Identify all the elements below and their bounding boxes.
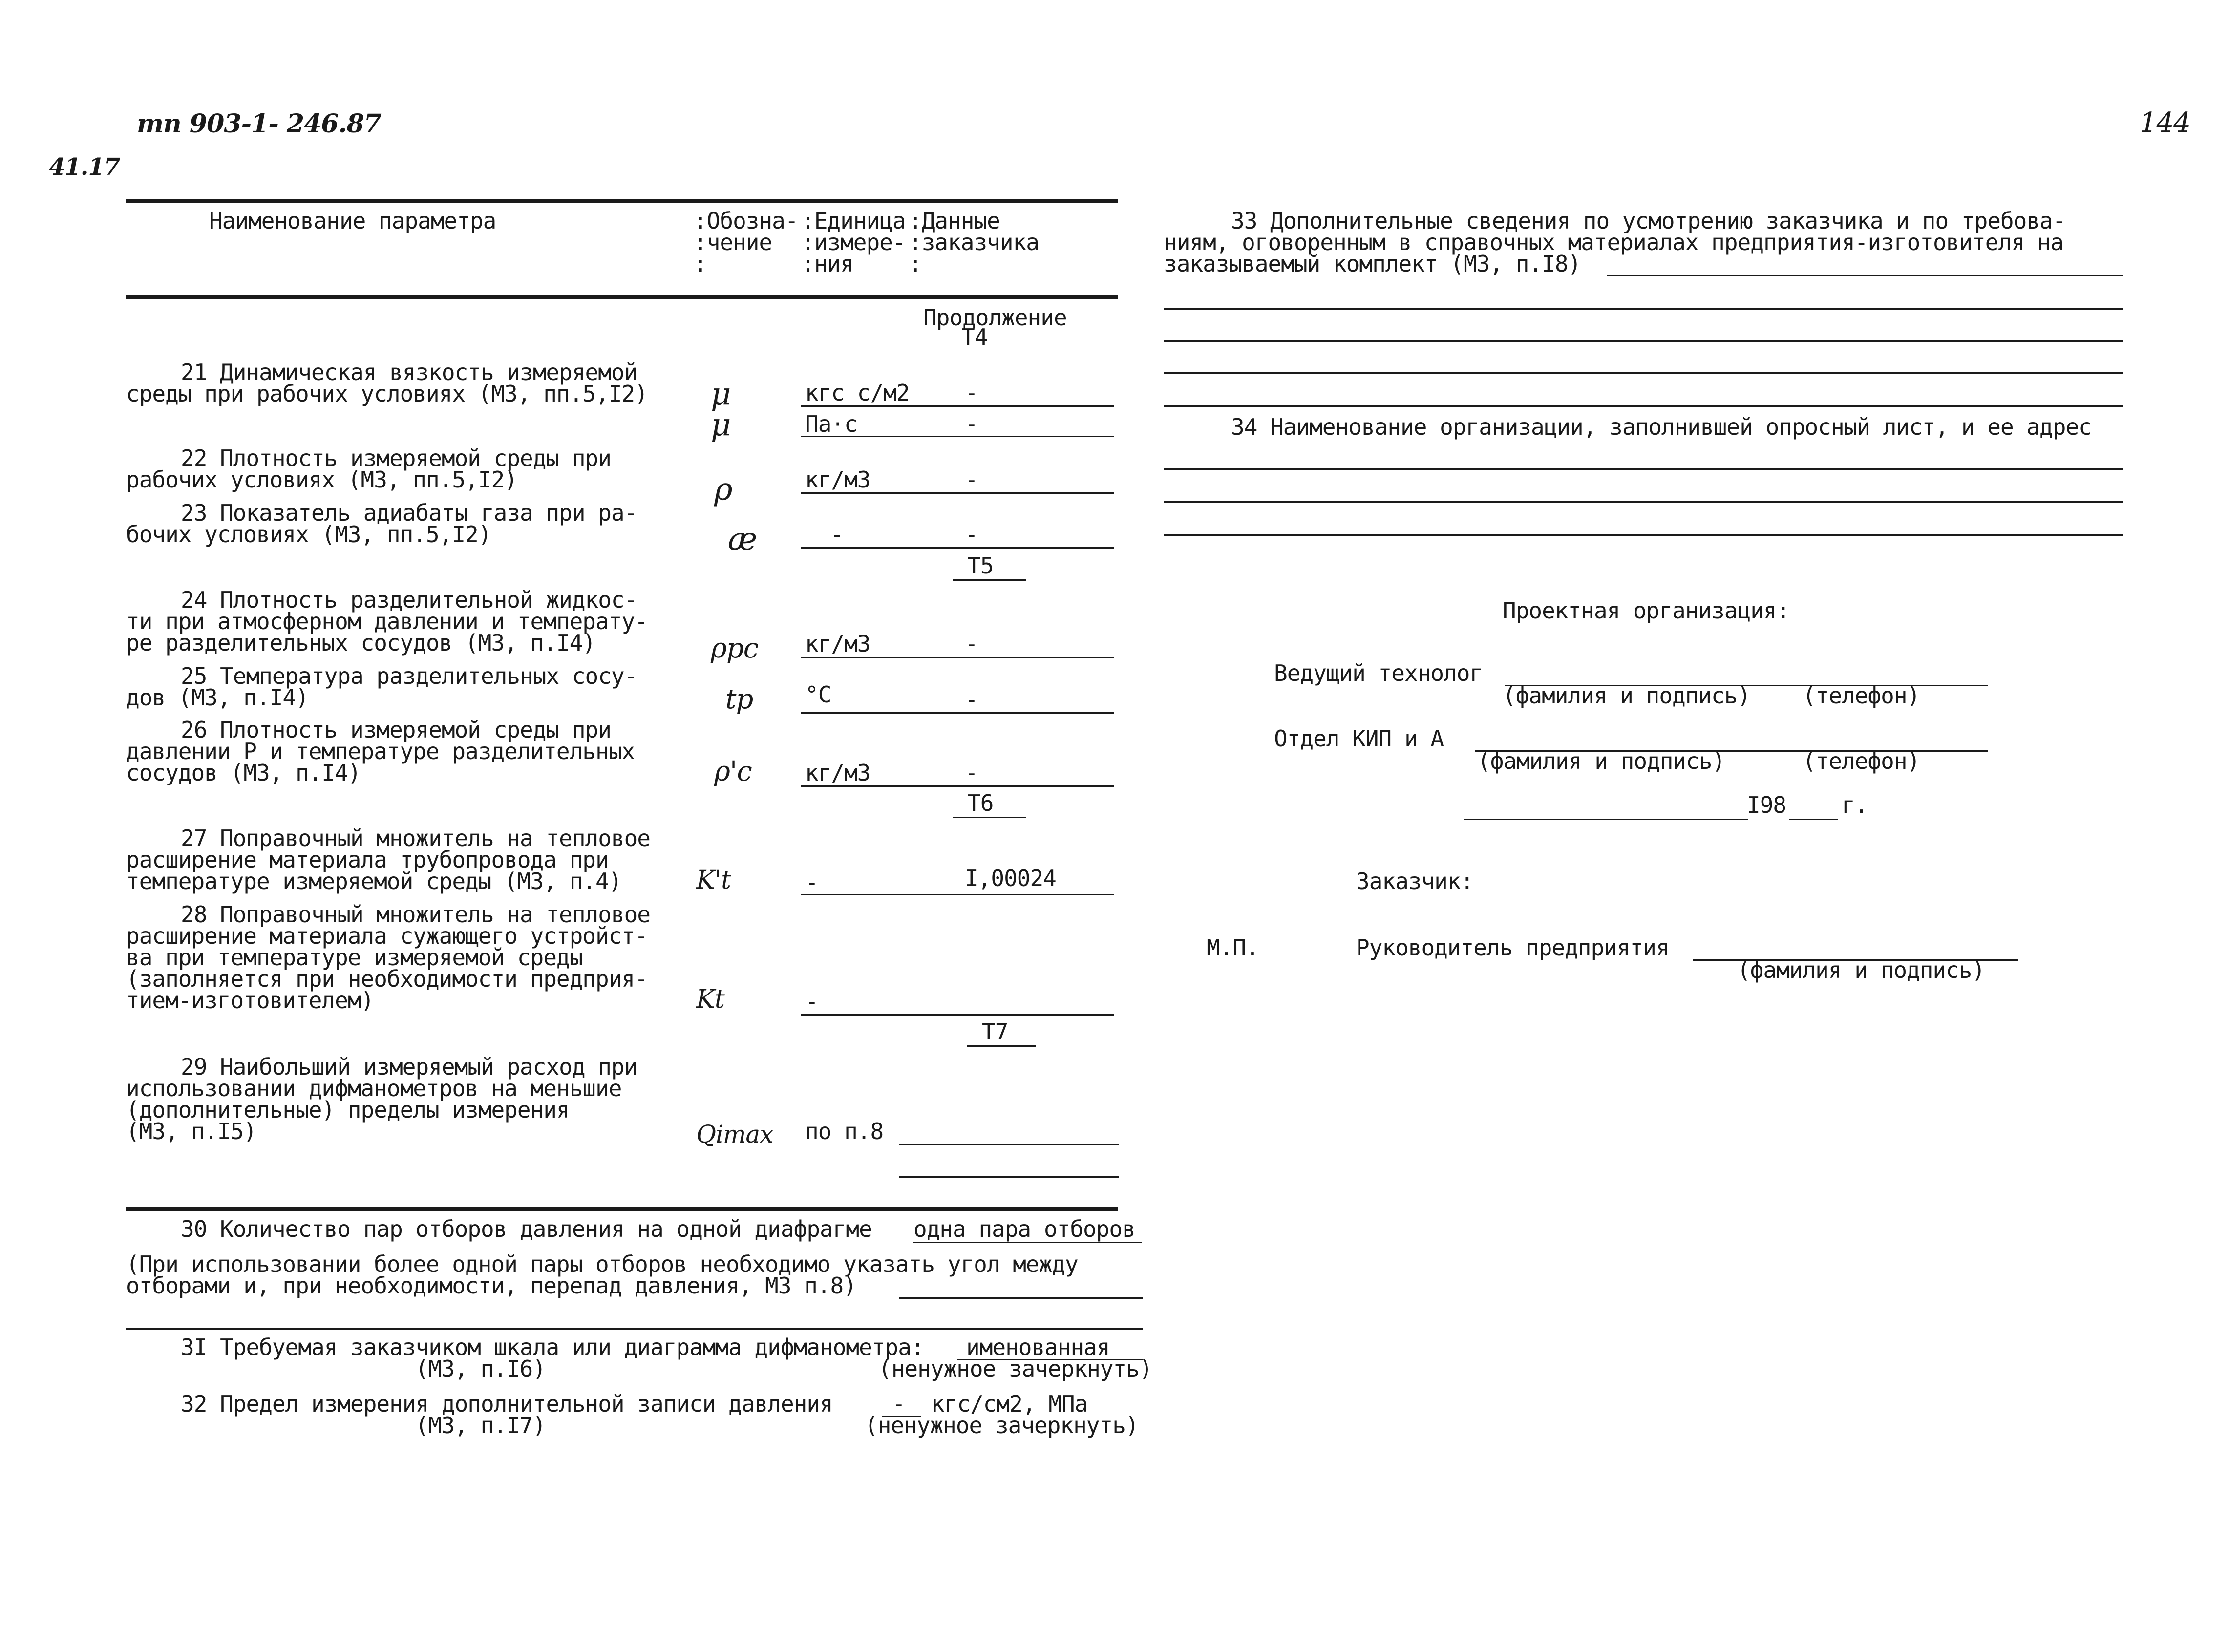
item-31-text: 3I Требуемая заказчиком шкала или диаграмма дифманометра: <box>181 1334 924 1360</box>
marker-t5-underline <box>953 579 1026 581</box>
row-21b-underline <box>801 436 1114 437</box>
row-24-line-2: ти при атмосферном давлении и температу- <box>126 608 648 635</box>
item-32-answer[interactable]: - <box>892 1391 905 1417</box>
marker-t6: Т6 <box>967 790 994 816</box>
row-21-unit: кгс с/м2 <box>805 380 910 406</box>
table-top-rule <box>126 199 1118 203</box>
row-21b-value: - <box>965 411 978 437</box>
row-29-line-3: (дополнительные) пределы измерения <box>126 1097 570 1123</box>
item-33-blank-3 <box>1164 372 2123 374</box>
col-header-name: Наименование параметра <box>209 208 496 234</box>
date-day-line[interactable] <box>1464 819 1748 820</box>
row-22-line-1: 22 Плотность измеряемой среды при <box>181 445 611 471</box>
lead-tech-phone-caption: (телефон) <box>1803 682 1920 709</box>
item-32-text: 32 Предел измерения дополнительной записи давления <box>181 1391 833 1417</box>
col-header-unit-3: :ния <box>801 251 853 277</box>
row-23-underline <box>801 547 1114 549</box>
row-25-line-1: 25 Температура разделительных сосу- <box>181 663 637 689</box>
row-22-underline <box>801 492 1114 494</box>
item-31-answer[interactable]: именованная <box>966 1334 1110 1360</box>
item-33-blank-4 <box>1164 405 2123 407</box>
page-number: 144 <box>2140 107 2190 139</box>
marker-t5: Т5 <box>967 552 994 579</box>
item-33-blank-2 <box>1164 340 2123 342</box>
lead-tech-label: Ведущий технолог <box>1274 660 1483 686</box>
row-28-line-5: тием-изготовителем) <box>126 987 374 1014</box>
item-33-line-2: ниям, оговоренным в справочных материалах предприятия-изготовителя на <box>1164 229 2063 255</box>
row-21b-unit: Па·с <box>805 411 857 437</box>
stamp-label: М.П. <box>1207 934 1259 961</box>
item-30-bottom-rule <box>126 1328 1143 1330</box>
row-29-line-4: (МЗ, п.I5) <box>126 1118 256 1144</box>
row-28-line-4: (заполняется при необходимости предприя- <box>126 966 648 992</box>
row-29-underline-2 <box>899 1176 1119 1178</box>
row-29-line-1: 29 Наибольший измеряемый расход при <box>181 1054 637 1080</box>
row-21-value: - <box>965 380 978 406</box>
row-29-unit: по п.8 <box>805 1118 884 1144</box>
row-21-line-2: среды при рабочих условиях (МЗ, пп.5,I2) <box>126 381 648 407</box>
row-26-line-2: давлении Р и температуре разделительных <box>126 738 635 764</box>
kip-dept-label: Отдел КИП и А <box>1274 725 1444 752</box>
item-33-line-1: 33 Дополнительные сведения по усмотрению заказчика и по требова- <box>1231 208 2066 234</box>
row-23-line-1: 23 Показатель адиабаты газа при ра- <box>181 500 637 526</box>
row-25-unit: °С <box>805 681 831 708</box>
item-34-blank-1 <box>1164 468 2123 470</box>
row-24-line-1: 24 Плотность разделительной жидкос- <box>181 587 637 613</box>
item-30-note-underline <box>899 1297 1143 1299</box>
continuation-table-ref: Т4 <box>961 324 988 350</box>
col-header-symbol-1: :Обозна- <box>694 208 798 234</box>
continuation-label: Продолжение <box>923 304 1067 331</box>
item-32-note: (ненужное зачеркнуть) <box>865 1412 1139 1439</box>
item-31-ref: (МЗ, п.I6) <box>415 1355 546 1382</box>
marker-t7: Т7 <box>982 1018 1008 1045</box>
row-27-line-1: 27 Поправочный множитель на тепловое <box>181 825 650 851</box>
marker-t7-underline <box>967 1045 1036 1047</box>
customer-heading: Заказчик: <box>1356 868 1474 894</box>
row-28-underline <box>801 1014 1114 1016</box>
row-25-underline <box>801 712 1114 714</box>
col-header-symbol-2: :чение <box>694 229 772 255</box>
row-24-underline <box>801 657 1114 658</box>
table-bottom-rule <box>126 1207 1118 1211</box>
row-22-line-2: рабочих условиях (МЗ, пп.5,I2) <box>126 466 517 493</box>
kip-dept-name-caption: (фамилия и подпись) <box>1477 748 1725 774</box>
date-year-line[interactable] <box>1789 819 1838 820</box>
marker-t6-underline <box>953 817 1026 818</box>
row-28-unit: - <box>805 988 818 1015</box>
sheet-mark: 41.17 <box>49 153 120 181</box>
row-24-unit: кг/м3 <box>805 631 870 657</box>
date-year: I98 <box>1747 792 1786 818</box>
item-34-text: 34 Наименование организации, заполнившей опросный лист, и ее адрес <box>1231 414 2092 440</box>
row-21b-symbol: μ <box>711 407 731 443</box>
item-33-line-3-underline <box>1607 275 2123 276</box>
row-24-value: - <box>965 631 978 657</box>
row-22-value: - <box>965 466 978 493</box>
row-27-line-3: температуре измеряемой среды (МЗ, п.4) <box>126 868 622 894</box>
row-22-unit: кг/м3 <box>805 466 870 493</box>
kip-dept-phone-caption: (телефон) <box>1803 748 1920 774</box>
row-21-symbol: μ <box>711 376 731 412</box>
row-26-unit: кг/м3 <box>805 760 870 786</box>
col-header-data-3: : <box>909 251 922 277</box>
row-28-line-3: ва при температуре измеряемой среды <box>126 944 583 971</box>
lead-tech-name-caption: (фамилия и подпись) <box>1503 682 1751 709</box>
item-30-note-1: (При использовании более одной пары отборов необходимо указать угол между <box>126 1251 1078 1277</box>
item-30-answer[interactable]: одна пара отборов <box>913 1216 1135 1242</box>
col-header-unit-2: :измере- <box>801 229 906 255</box>
row-23-symbol: æ <box>728 521 757 557</box>
row-24-symbol: ρрс <box>711 633 759 664</box>
row-29-symbol: Qimax <box>696 1120 773 1148</box>
col-header-data-2: :заказчика <box>909 229 1039 255</box>
item-30-answer-underline <box>913 1242 1142 1243</box>
row-22-symbol: ρ <box>714 471 732 508</box>
row-27-symbol: K't <box>696 866 731 895</box>
item-34-blank-2 <box>1164 501 2123 503</box>
col-header-unit-1: :Единица <box>801 208 906 234</box>
row-26-underline <box>801 785 1114 787</box>
item-33-blank-1 <box>1164 308 2123 310</box>
row-25-line-2: дов (МЗ, п.I4) <box>126 684 309 711</box>
item-31-note: (ненужное зачеркнуть) <box>878 1355 1152 1382</box>
row-26-line-3: сосудов (МЗ, п.I4) <box>126 760 361 786</box>
header-bottom-rule <box>126 295 1118 299</box>
item-32-units: кгс/см2, МПа <box>931 1391 1088 1417</box>
row-26-line-1: 26 Плотность измеряемой среды при <box>181 717 611 743</box>
row-28-line-2: расширение материала сужающего устройст- <box>126 923 648 949</box>
row-23-unit: - <box>830 521 844 548</box>
row-21-underline <box>801 405 1114 407</box>
row-28-symbol: Kt <box>696 985 724 1014</box>
row-21-line-1: 21 Динамическая вязкость измеряемой <box>181 359 637 385</box>
row-26-symbol: ρ'с <box>714 756 752 787</box>
col-header-symbol-3: : <box>694 251 707 277</box>
row-25-symbol: tр <box>725 683 753 715</box>
row-26-value: - <box>965 760 978 786</box>
project-org-heading: Проектная организация: <box>1503 597 1790 624</box>
row-28-line-1: 28 Поправочный множитель на тепловое <box>181 901 650 928</box>
item-30-note-2: отборами и, при необходимости, перепад давления, МЗ п.8) <box>126 1272 856 1299</box>
doc-code: тп 903-1- 246.87 <box>137 109 381 139</box>
director-label: Руководитель предприятия <box>1356 934 1669 961</box>
director-name-caption: (фамилия и подпись) <box>1737 957 1985 983</box>
row-27-underline <box>801 894 1114 895</box>
col-header-data-1: :Данные <box>909 208 1000 234</box>
row-27-line-2: расширение материала трубопровода при <box>126 847 609 873</box>
item-33-line-3: заказываемый комплект (МЗ, п.I8) <box>1164 251 1581 277</box>
row-24-line-3: ре разделительных сосудов (МЗ, п.I4) <box>126 630 595 656</box>
item-34-blank-3 <box>1164 534 2123 536</box>
item-32-ref: (МЗ, п.I7) <box>415 1412 546 1439</box>
row-27-value: I,00024 <box>965 865 1056 891</box>
row-29-line-2: использовании дифманометров на меньшие <box>126 1075 622 1101</box>
item-30-text: 30 Количество пар отборов давления на одной диафрагме <box>181 1216 872 1242</box>
row-23-value: - <box>965 521 978 548</box>
row-27-unit: - <box>805 869 818 895</box>
row-25-value: - <box>965 686 978 713</box>
row-29-underline-1 <box>899 1144 1119 1145</box>
date-year-suffix: г. <box>1842 792 1868 818</box>
row-23-line-2: бочих условиях (МЗ, пп.5,I2) <box>126 521 491 548</box>
